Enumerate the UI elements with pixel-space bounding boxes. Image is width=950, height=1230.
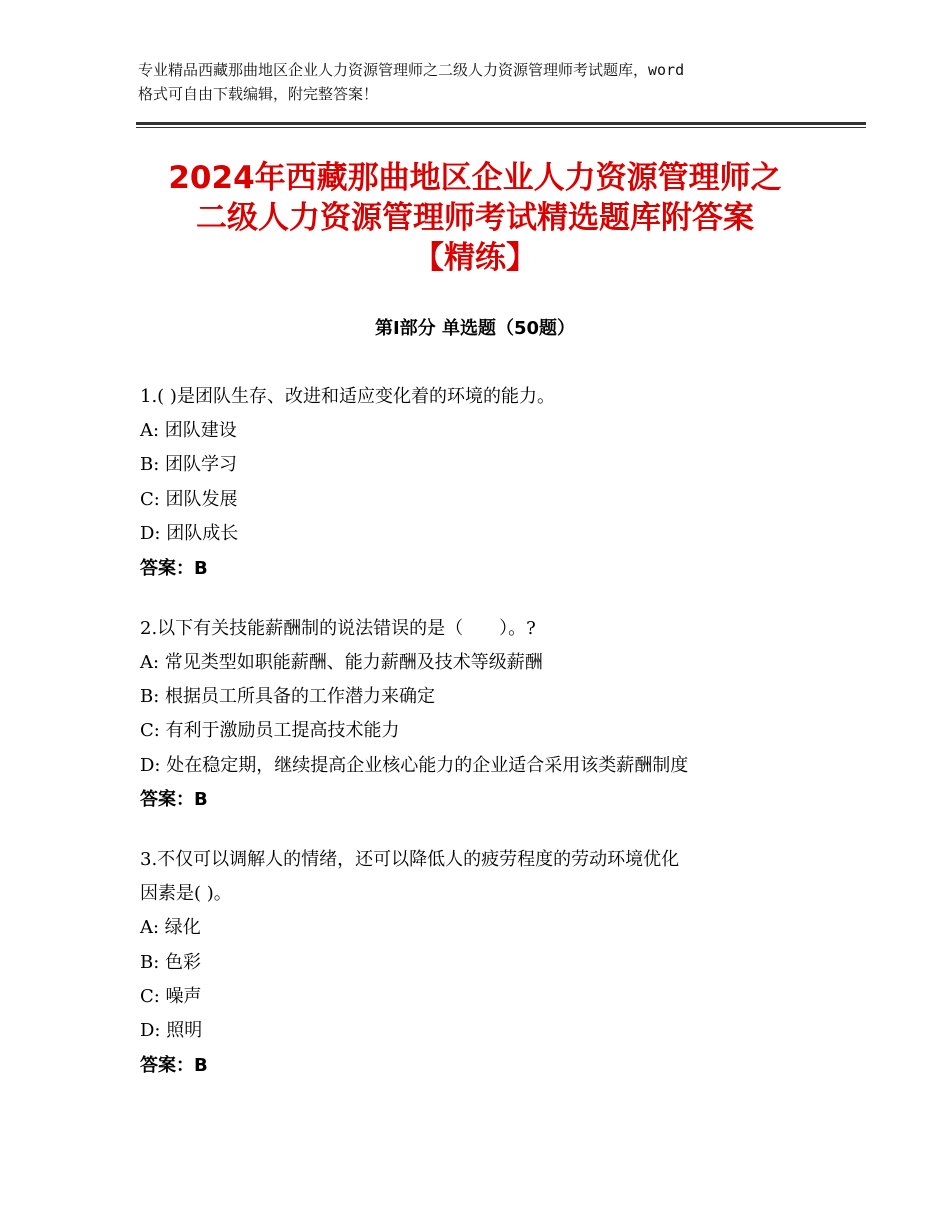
answer: 答案：B [140, 557, 208, 579]
option-a: A: 团队建设 [140, 420, 237, 441]
title-line-3: 【精练】 [413, 240, 537, 276]
header-note-line-2: 格式可自由下载编辑，附完整答案！ [138, 85, 379, 103]
question-stem-line-1: 3.不仅可以调解人的情绪，还可以降低人的疲劳程度的劳动环境优化 [140, 849, 680, 871]
question-stem: 1.( )是团队生存、改进和适应变化着的环境的能力。 [140, 386, 555, 407]
title-line-1: 2024年西藏那曲地区企业人力资源管理师之 [168, 160, 782, 196]
option-c: C: 团队发展 [140, 488, 238, 510]
question-1 [140, 380, 820, 586]
header-note [138, 58, 838, 106]
header-rule-thick [136, 122, 866, 125]
option-a: A: 绿化 [140, 917, 201, 939]
option-a: A: 常见类型如职能薪酬、能力薪酬及技术等级薪酬 [140, 651, 543, 673]
question-stem-line-2: 因素是( )。 [140, 883, 232, 905]
question-stem: 2.以下有关技能薪酬制的说法错误的是（ ）。? [140, 617, 536, 639]
header-rule-thin [136, 127, 866, 128]
answer: 答案：B [140, 789, 208, 811]
header-note-line-1: 专业精品西藏那曲地区企业人力资源管理师之二级人力资源管理师考试题库，word [138, 61, 685, 79]
section-heading: 第Ⅰ部分 单选题（50题） [374, 318, 575, 339]
option-b: B: 根据员工所具备的工作潜力来确定 [140, 686, 436, 708]
option-d: D: 照明 [140, 1020, 203, 1042]
option-c: C: 噪声 [140, 986, 202, 1008]
question-3 [140, 843, 820, 1083]
option-d: D: 处在稳定期，继续提高企业核心能力的企业适合采用该类薪酬制度 [140, 754, 689, 776]
question-2 [140, 612, 820, 818]
answer: 答案：B [140, 1054, 208, 1076]
document-title [100, 158, 850, 278]
question-list [140, 380, 820, 1109]
option-b: B: 色彩 [140, 951, 202, 973]
option-d: D: 团队成长 [140, 523, 239, 545]
title-line-2: 二级人力资源管理师考试精选题库附答案 [196, 200, 754, 236]
option-b: B: 团队学习 [140, 454, 238, 476]
option-c: C: 有利于激励员工提高技术能力 [140, 720, 400, 742]
